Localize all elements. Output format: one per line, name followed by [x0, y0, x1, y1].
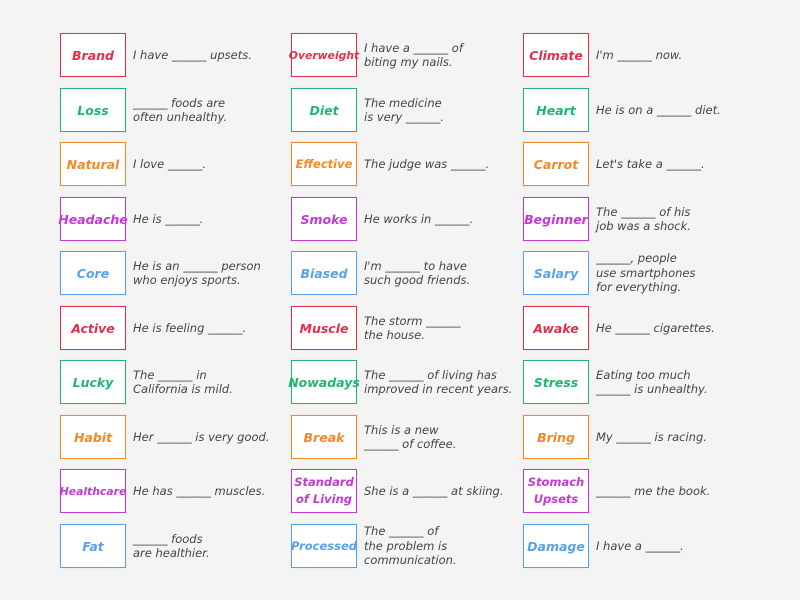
word-card[interactable]: Salary: [523, 251, 589, 295]
fill-in-sentence: He is feeling ______.: [133, 320, 247, 335]
word-card[interactable]: Heart: [523, 88, 589, 132]
fill-in-sentence: ______ me the book.: [596, 483, 711, 498]
word-card[interactable]: Core: [60, 251, 126, 295]
word-card[interactable]: Biased: [291, 251, 357, 295]
word-card[interactable]: Habit: [60, 415, 126, 459]
word-card[interactable]: Fat: [60, 524, 126, 568]
fill-in-sentence: Let's take a ______.: [596, 156, 705, 171]
word-card[interactable]: Headache: [60, 197, 126, 241]
word-card[interactable]: Stomach Upsets: [523, 469, 589, 513]
fill-in-sentence: The ______ of his job was a shock.: [596, 204, 691, 233]
fill-in-sentence: She is a ______ at skiing.: [364, 483, 504, 498]
fill-in-sentence: He ______ cigarettes.: [596, 320, 715, 335]
fill-in-sentence: I'm ______ now.: [596, 47, 683, 62]
fill-in-sentence: ______ foods are often unhealthy.: [133, 95, 228, 124]
fill-in-sentence: I have ______ upsets.: [133, 47, 252, 62]
fill-in-sentence: I'm ______ to have such good friends.: [364, 258, 471, 287]
word-card[interactable]: Active: [60, 306, 126, 350]
fill-in-sentence: My ______ is racing.: [596, 429, 707, 444]
word-card[interactable]: Smoke: [291, 197, 357, 241]
word-card[interactable]: Standard of Living: [291, 469, 357, 513]
word-card[interactable]: Healthcare: [60, 469, 126, 513]
word-card[interactable]: Processed: [291, 524, 357, 568]
word-card[interactable]: Loss: [60, 88, 126, 132]
word-card[interactable]: Effective: [291, 142, 357, 186]
word-card[interactable]: Bring: [523, 415, 589, 459]
word-card[interactable]: Lucky: [60, 360, 126, 404]
fill-in-sentence: He works in ______.: [364, 211, 474, 226]
word-card[interactable]: Damage: [523, 524, 589, 568]
fill-in-sentence: The judge was ______.: [364, 156, 490, 171]
fill-in-sentence: The ______ of living has improved in recent years.: [364, 367, 513, 396]
fill-in-sentence: The ______ of the problem is communication.: [364, 524, 457, 568]
word-card[interactable]: Stress: [523, 360, 589, 404]
word-card[interactable]: Overweight: [291, 33, 357, 77]
fill-in-sentence: I have a ______.: [596, 538, 684, 553]
fill-in-sentence: The storm ______ the house.: [364, 313, 461, 342]
fill-in-sentence: This is a new ______ of coffee.: [364, 422, 457, 451]
fill-in-sentence: ______ foods are healthier.: [133, 531, 210, 560]
word-card[interactable]: Brand: [60, 33, 126, 77]
word-card[interactable]: Diet: [291, 88, 357, 132]
word-card[interactable]: Nowadays: [291, 360, 357, 404]
fill-in-sentence: ______, people use smartphones for everything.: [596, 251, 696, 295]
fill-in-sentence: The medicine is very ______.: [364, 95, 445, 124]
word-card[interactable]: Climate: [523, 33, 589, 77]
fill-in-sentence: He is on a ______ diet.: [596, 102, 721, 117]
fill-in-sentence: He is an ______ person who enjoys sports.: [133, 258, 261, 287]
word-card[interactable]: Beginner: [523, 197, 589, 241]
word-card[interactable]: Break: [291, 415, 357, 459]
fill-in-sentence: Eating too much ______ is unhealthy.: [596, 367, 708, 396]
word-card[interactable]: Natural: [60, 142, 126, 186]
word-card[interactable]: Awake: [523, 306, 589, 350]
fill-in-sentence: He has ______ muscles.: [133, 483, 266, 498]
fill-in-sentence: He is ______.: [133, 211, 204, 226]
fill-in-sentence: I have a ______ of biting my nails.: [364, 40, 463, 69]
word-card[interactable]: Muscle: [291, 306, 357, 350]
fill-in-sentence: I love ______.: [133, 156, 206, 171]
word-card[interactable]: Carrot: [523, 142, 589, 186]
fill-in-sentence: The ______ in California is mild.: [133, 367, 233, 396]
fill-in-sentence: Her ______ is very good.: [133, 429, 270, 444]
